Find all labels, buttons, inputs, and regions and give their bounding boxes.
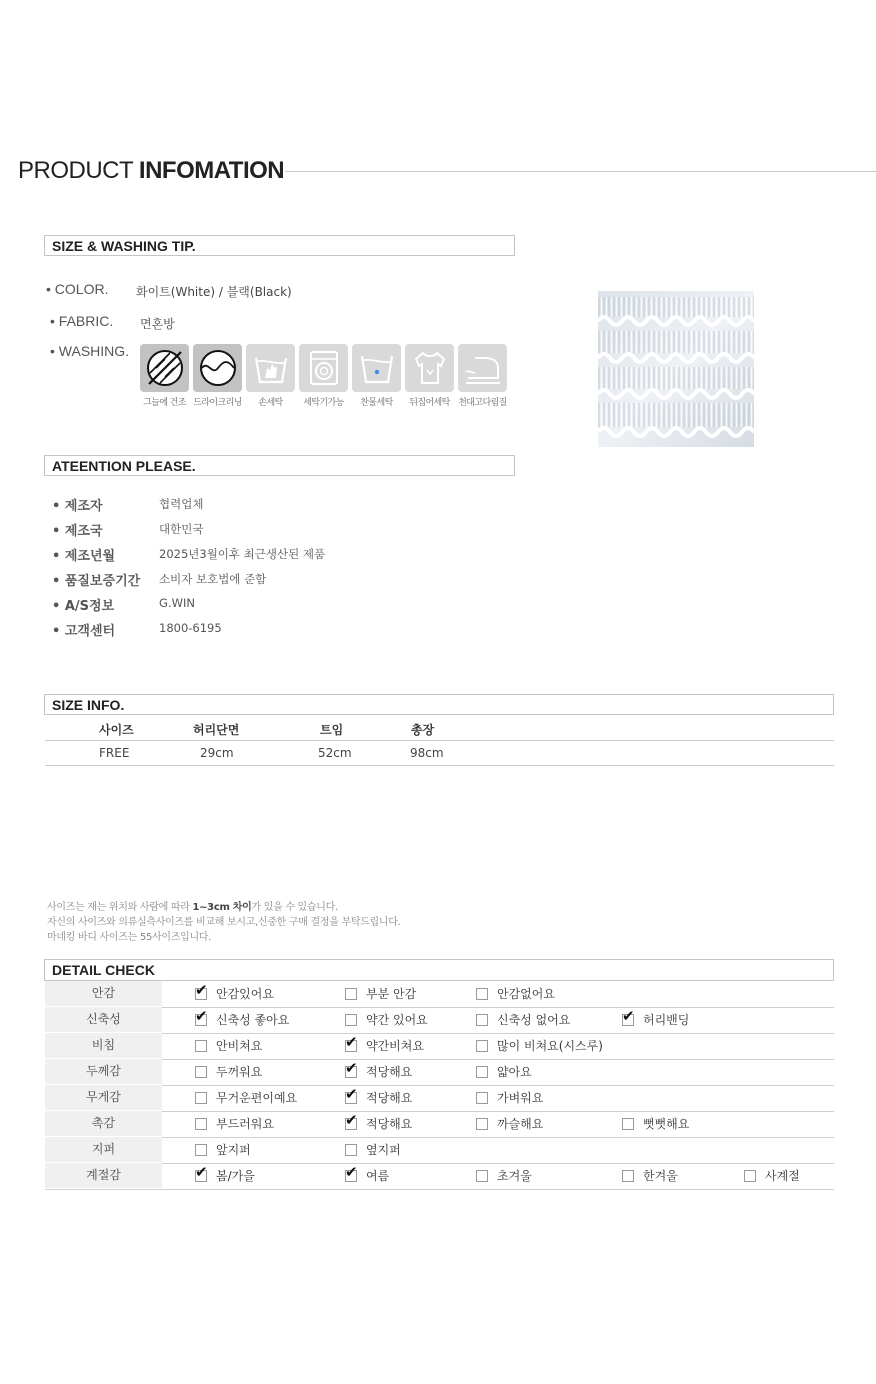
detail-check-option [476,1111,543,1136]
detail-check-option-text: 안감있어요 [216,987,274,1001]
machine-wash-icon [299,344,348,392]
checkmark-icon: ✔ [622,1006,635,1025]
detail-check-option [622,1007,689,1032]
size-note-1-bold: 1~3cm 차이 [192,902,252,913]
washing-item [140,344,189,408]
detail-check-label: 지퍼 [45,1137,162,1162]
detail-check-option-text: 부드러워요 [216,1117,274,1131]
washing-caption: 손세탁 [258,398,283,408]
detail-check-option [345,981,416,1006]
detail-check-option [345,1033,424,1058]
detail-check-option-text: 초겨울 [497,1169,532,1183]
washing-icons [140,344,510,410]
detail-check-label: 두께감 [45,1059,162,1084]
size-col-header: 사이즈 [99,723,134,737]
detail-check-option-text: 적당해요 [366,1117,413,1131]
detail-check-option [744,1163,800,1188]
checkmark-icon: ✔ [345,1032,358,1051]
warranty-value: 소비자 보호법에 준함 [159,572,267,586]
checkbox-icon [345,988,357,1000]
checkbox-checked-icon [345,1084,358,1104]
detail-check-option-text: 무거운편이예요 [216,1091,298,1105]
washing-caption: 그늘에 건조 [143,398,186,408]
washing-item [458,344,507,408]
detail-check-option [195,1059,262,1084]
checkbox-icon [476,1092,488,1104]
checkbox-checked-icon [345,1032,358,1052]
checkbox-checked-icon [345,1162,358,1182]
washing-label: • WASHING. [50,343,130,359]
checkbox-icon [476,1066,488,1078]
size-washing-heading: SIZE & WASHING TIP. [44,235,515,256]
detail-check-option-text: 적당해요 [366,1065,413,1079]
detail-check-option-text: 약간 있어요 [366,1013,428,1027]
warranty-label: • 품질보증기간 [52,574,141,589]
checkbox-checked-icon [622,1006,635,1026]
washing-caption: 찬물세탁 [360,398,393,408]
customer-center-label: • 고객센터 [52,624,116,639]
washing-caption: 천대고다림질 [458,398,507,408]
checkbox-icon [476,1170,488,1182]
size-info-heading: SIZE INFO. [44,694,834,715]
size-col-header: 총장 [411,723,435,737]
detail-check-row [45,1137,834,1164]
checkmark-icon: ✔ [345,1110,358,1129]
detail-check-option [195,1163,255,1188]
detail-check-label: 무게감 [45,1085,162,1110]
manufacturer-label: • 제조자 [52,499,103,514]
detail-check-option-text: 가벼워요 [497,1091,544,1105]
washing-item [246,344,295,408]
detail-check-label: 촉감 [45,1111,162,1136]
size-note-2: 자신의 사이즈와 의류실측사이즈를 비교해 보시고,신중한 구매 결정을 부탁드립니다. [47,917,401,928]
checkbox-icon [476,1014,488,1026]
manufacturer-value: 협력업체 [159,497,204,511]
detail-check-option [476,1033,603,1058]
detail-check-label: 신축성 [45,1007,162,1032]
size-col-header: 허리단면 [193,723,240,737]
checkbox-icon [345,1014,357,1026]
size-table-divider [45,765,834,766]
checkmark-icon: ✔ [345,1058,358,1077]
size-note-3: 마네킹 바디 사이즈는 55사이즈입니다. [47,932,212,943]
color-label: • COLOR. [46,281,109,297]
country-label: • 제조국 [52,524,103,539]
detail-check-row [45,1163,834,1190]
detail-check-option-text: 한겨울 [643,1169,678,1183]
detail-check-option [476,1085,543,1110]
detail-check-option-text: 안비쳐요 [216,1039,263,1053]
checkbox-checked-icon [345,1058,358,1078]
detail-check-option-text: 앞지퍼 [216,1143,251,1157]
checkmark-icon: ✔ [195,980,208,999]
washing-item [193,344,242,408]
title-divider [285,171,876,172]
size-cell: 29cm [200,746,234,760]
detail-check-option [622,1111,689,1136]
detail-check-heading: DETAIL CHECK [44,959,834,981]
dry-clean-icon [193,344,242,392]
checkbox-checked-icon [345,1110,358,1130]
as-info-value: G.WIN [159,596,195,610]
detail-check-option [622,1163,678,1188]
detail-check-row [45,1007,834,1034]
detail-check-option-text: 옆지퍼 [366,1143,401,1157]
hand-wash-icon [246,344,295,392]
detail-check-option-text: 신축성 좋아요 [216,1013,290,1027]
fabric-label: • FABRIC. [50,313,114,329]
detail-check-option [476,1007,570,1032]
size-cell: 98cm [410,746,444,760]
detail-check-option [345,1085,412,1110]
detail-check-option [345,1163,389,1188]
iron-cloth-icon [458,344,507,392]
shade-dry-icon [140,344,189,392]
checkbox-icon [195,1092,207,1104]
detail-check-option [195,1085,297,1110]
checkbox-checked-icon [195,1006,208,1026]
page-title-bold: INFOMATION [138,157,285,184]
detail-check-option-text: 허리밴딩 [643,1013,690,1027]
detail-check-option [345,1007,428,1032]
size-cell: 52cm [318,746,352,760]
checkbox-icon [744,1170,756,1182]
checkmark-icon: ✔ [195,1006,208,1025]
detail-check-option-text: 얇아요 [497,1065,532,1079]
detail-check-option-text: 뻣뻣해요 [643,1117,690,1131]
washing-item [405,344,454,408]
size-note-1 [47,898,338,913]
detail-check-option-text: 까슬해요 [497,1117,544,1131]
size-table-divider [45,740,834,741]
detail-check-option [195,1007,289,1032]
manufacture-date-label: • 제조년월 [52,549,116,564]
detail-check-label: 안감 [45,981,162,1006]
checkbox-icon [345,1144,357,1156]
detail-check-option-text: 여름 [366,1169,390,1183]
detail-check-option [345,1111,412,1136]
washing-item [352,344,401,408]
detail-check-label: 비침 [45,1033,162,1058]
country-value: 대한민국 [159,522,204,536]
detail-check-option [195,1111,274,1136]
size-col-header: 트임 [320,723,344,737]
detail-check-option-text: 두꺼워요 [216,1065,263,1079]
detail-check-option [195,981,274,1006]
checkbox-checked-icon [195,1162,208,1182]
checkbox-icon [622,1118,634,1130]
checkbox-icon [195,1144,207,1156]
detail-check-option [345,1059,412,1084]
checkbox-icon [476,1118,488,1130]
detail-check-option-text: 사계절 [765,1169,800,1183]
detail-check-option [476,981,555,1006]
detail-check-option [476,1163,532,1188]
checkbox-icon [476,988,488,1000]
detail-check-option-text: 안감없어요 [497,987,555,1001]
detail-check-row [45,1033,834,1060]
detail-check-row [45,981,834,1008]
detail-check-row [45,1111,834,1138]
customer-center-value: 1800-6195 [159,621,222,635]
attention-heading: ATEENTION PLEASE. [44,455,515,476]
page-title-light: PRODUCT [18,157,133,184]
checkbox-icon [476,1040,488,1052]
size-cell: FREE [99,746,130,760]
detail-check-label: 계절감 [45,1163,162,1188]
detail-check-option-text: 약간비쳐요 [366,1039,424,1053]
washing-caption: 드라이크리닝 [193,398,242,408]
size-note-1-pre: 사이즈는 재는 위치와 사람에 따라 [47,902,193,913]
fabric-value: 면혼방 [140,317,175,331]
cold-wash-icon [352,344,401,392]
checkbox-icon [195,1066,207,1078]
checkmark-icon: ✔ [345,1162,358,1181]
inside-out-icon [405,344,454,392]
page-title [18,157,284,185]
detail-check-option-text: 적당해요 [366,1091,413,1105]
checkbox-icon [195,1040,207,1052]
checkbox-checked-icon [195,980,208,1000]
as-info-label: • A/S정보 [52,599,115,614]
checkbox-icon [622,1170,634,1182]
checkmark-icon: ✔ [345,1084,358,1103]
detail-check-option [195,1033,262,1058]
detail-check-option-text: 신축성 없어요 [497,1013,571,1027]
washing-caption: 뒤집어세탁 [409,398,450,408]
detail-check-row [45,1085,834,1112]
detail-check-option [476,1059,532,1084]
detail-check-option-text: 많이 비쳐요(시스루) [497,1039,603,1053]
manufacture-date-value: 2025년3월이후 최근생산된 제품 [159,547,326,561]
detail-check-option [195,1137,251,1162]
detail-check-row [45,1059,834,1086]
detail-check-option-text: 부분 안감 [366,987,417,1001]
product-fabric-image [598,291,754,447]
checkbox-icon [195,1118,207,1130]
washing-caption: 세탁기가능 [303,398,344,408]
detail-check-option [345,1137,401,1162]
washing-item [299,344,348,408]
checkmark-icon: ✔ [195,1162,208,1181]
color-value: 화이트(White) / 블랙(Black) [136,285,292,299]
size-note-1-post: 가 있을 수 있습니다. [251,902,338,913]
detail-check-option-text: 봄/가을 [216,1169,255,1183]
